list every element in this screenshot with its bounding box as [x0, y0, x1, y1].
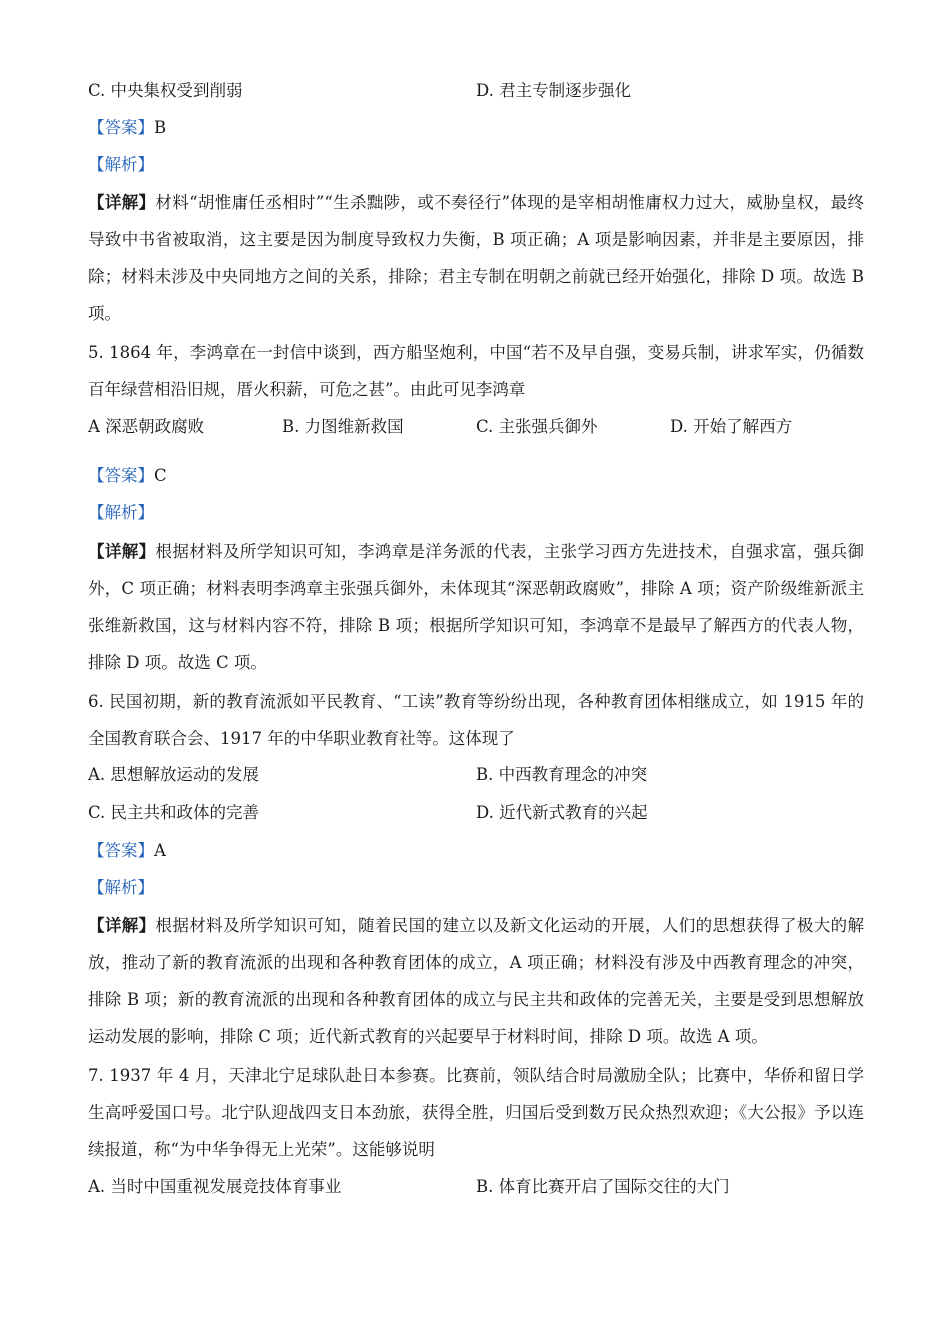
- detail-text: 材料“胡惟庸任丞相时”“生杀黜陟，或不奏径行”体现的是宰相胡惟庸权力过大，威胁皇权，最终导致中书省被取消，这主要是因为制度导致权力失衡，B 项正确；A 项是影响因素，并非是主要原因，排除；材料未涉及中央同地方之间的关系，排除；君主专制在明朝之前就已经开始强化，排除 D 项。故选 B 项。: [88, 193, 865, 323]
- q6-detail: [88, 907, 864, 1055]
- q7-option-a: A. 当时中国重视发展竞技体育事业: [88, 1177, 342, 1196]
- analysis-label: 【解析】: [88, 155, 154, 174]
- answer-value: C: [154, 466, 167, 485]
- q6-option-a: A. 思想解放运动的发展: [88, 765, 259, 784]
- q6-answer-line: [88, 840, 166, 862]
- q5-option-a: A 深恶朝政腐败: [88, 417, 205, 436]
- q6-option-b: B. 中西教育理念的冲突: [476, 765, 648, 784]
- q6-option-d: D. 近代新式教育的兴起: [476, 803, 648, 822]
- q5-option-c: C. 主张强兵御外: [476, 417, 598, 436]
- q5-stem: 5. 1864 年，李鸿章在一封信中谈到，西方船坚炮利，中国“若不及早自强，变易兵制，讲求军实，仍循数百年绿营相沿旧规，厝火积薪，可危之甚”。由此可见李鸿章: [88, 343, 864, 399]
- q5-analysis-label: [88, 502, 154, 524]
- q4-detail: [88, 184, 864, 332]
- q6-analysis-label: [88, 877, 154, 899]
- q7-option-b: B. 体育比赛开启了国际交往的大门: [476, 1177, 730, 1196]
- q4-analysis-label: [88, 154, 154, 176]
- analysis-label: 【解析】: [88, 878, 154, 897]
- answer-value: A: [154, 841, 166, 860]
- detail-label: 【详解】: [88, 542, 156, 561]
- answer-label: 【答案】: [88, 841, 154, 860]
- q5-option-d: D. 开始了解西方: [670, 417, 793, 436]
- q7-stem: 7. 1937 年 4 月，天津北宁足球队赴日本参赛。比赛前，领队结合时局激励全队；比赛中，华侨和留日学生高呼爱国口号。北宁队迎战四支日本劲旅，获得全胜，归国后受到数万民众热烈欢迎；《大公报》予以连续报道，称“为中华争得无上光荣”。这能够说明: [88, 1066, 864, 1159]
- detail-label: 【详解】: [88, 193, 156, 212]
- q5-option-b: B. 力图维新救国: [282, 417, 404, 436]
- analysis-label: 【解析】: [88, 503, 154, 522]
- q5-detail: [88, 533, 864, 681]
- q4-option-d: D. 君主专制逐步强化: [476, 81, 632, 100]
- answer-label: 【答案】: [88, 118, 154, 137]
- detail-label: 【详解】: [88, 916, 156, 935]
- q4-option-c: C. 中央集权受到削弱: [88, 81, 243, 100]
- detail-text: 根据材料及所学知识可知，李鸿章是洋务派的代表，主张学习西方先进技术，自强求富，强兵御外，C 项正确；材料表明李鸿章主张强兵御外，未体现其“深恶朝政腐败”，排除 A 项；资产阶级维新派主张维新救国，这与材料内容不符，排除 B 项；根据所学知识可知，李鸿章不是最早了解西方的代表人物，排除 D 项。故选 C 项。: [88, 542, 865, 672]
- q4-answer-line: [88, 117, 166, 139]
- answer-label: 【答案】: [88, 466, 154, 485]
- q6-option-c: C. 民主共和政体的完善: [88, 803, 260, 822]
- q5-answer-line: [88, 465, 167, 487]
- answer-value: B: [154, 118, 167, 137]
- detail-text: 根据材料及所学知识可知，随着民国的建立以及新文化运动的开展，人们的思想获得了极大的解放，推动了新的教育流派的出现和各种教育团体的成立，A 项正确；材料没有涉及中西教育理念的冲突，排除 B 项；新的教育流派的出现和各种教育团体的成立与民主共和政体的完善无关，主要是受到思想解放运动发展的影响，排除 C 项；近代新式教育的兴起要早于材料时间，排除 D 项。故选 A 项。: [88, 916, 865, 1046]
- q6-stem: 6. 民国初期，新的教育流派如平民教育、“工读”教育等纷纷出现，各种教育团体相继成立，如 1915 年的全国教育联合会、1917 年的中华职业教育社等。这体现了: [88, 692, 864, 748]
